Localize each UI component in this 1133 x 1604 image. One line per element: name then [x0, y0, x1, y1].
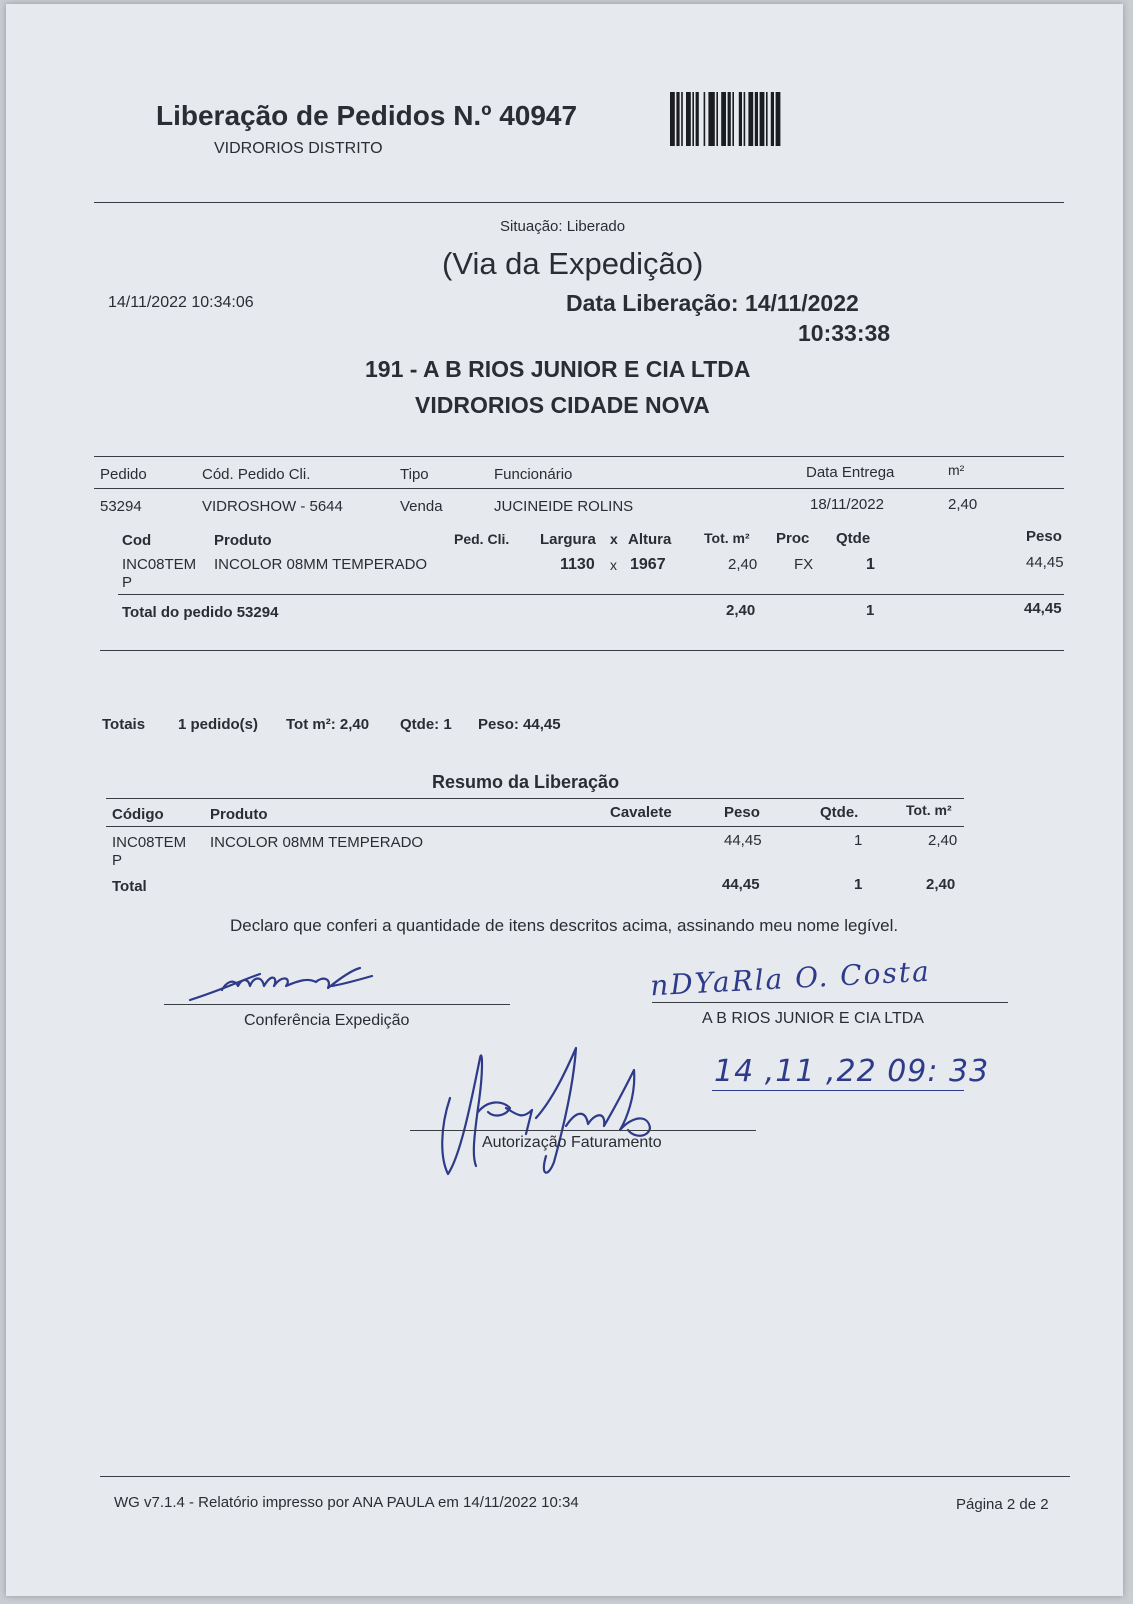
barcode-bar — [728, 92, 731, 146]
handwritten-date: 14 ,11 ,22 09: 33 — [714, 1054, 990, 1089]
col-x: x — [610, 531, 618, 547]
barcode-bar — [704, 92, 706, 146]
col-tot-m2: Tot. m² — [704, 530, 750, 546]
cell-peso: 44,45 — [1026, 554, 1064, 571]
cell-produto: INCOLOR 08MM TEMPERADO — [214, 556, 428, 573]
col-summary-qtde: Qtde. — [820, 804, 859, 821]
autorizacao-signature-line — [410, 1130, 756, 1131]
col-ped-cli: Ped. Cli. — [454, 531, 510, 547]
totals-m2: Tot m²: 2,40 — [286, 716, 370, 733]
barcode-bar — [755, 92, 758, 146]
summary-title: Resumo da Liberação — [432, 772, 620, 792]
cell-funcionario: JUCINEIDE ROLINS — [494, 498, 634, 515]
summary-cell-tot-m2: 2,40 — [928, 832, 958, 849]
order-table-header-rule — [94, 488, 1064, 489]
col-largura: Largura — [540, 531, 596, 548]
conferencia-label: Conferência Expedição — [244, 1012, 410, 1029]
col-pedido: Pedido — [100, 466, 147, 483]
order-table-bottom-rule — [100, 650, 1064, 651]
header-divider — [94, 202, 1064, 203]
summary-cell-codigo-line1: INC08TEM — [112, 834, 187, 851]
col-funcionario: Funcionário — [494, 466, 573, 483]
cell-x: x — [610, 557, 617, 573]
summary-cell-codigo-line2: P — [112, 852, 123, 869]
cell-m2: 2,40 — [948, 496, 978, 513]
barcode-bar — [776, 92, 781, 146]
barcode-bar — [748, 92, 753, 146]
conferencia-signature — [182, 960, 422, 1008]
totals-pedidos: 1 pedido(s) — [178, 716, 259, 733]
customer-signature-line — [652, 1002, 1008, 1003]
summary-top-rule — [106, 798, 964, 799]
col-m2: m² — [948, 462, 965, 478]
barcode-bar — [760, 92, 765, 146]
barcode-bar — [716, 92, 718, 146]
col-altura: Altura — [628, 531, 672, 548]
footer-rule — [100, 1476, 1070, 1477]
order-total-m2: 2,40 — [726, 602, 756, 619]
customer-handwritten-signature: nDYaRla O. Costa — [649, 954, 932, 1003]
totals-qtde: Qtde: 1 — [400, 716, 452, 733]
via-label: (Via da Expedição) — [442, 246, 704, 281]
barcode-bar — [670, 92, 675, 146]
col-summary-peso: Peso — [724, 804, 760, 821]
order-total-qtde: 1 — [866, 602, 875, 619]
cell-altura: 1967 — [630, 556, 666, 573]
totals-peso: Peso: 44,45 — [478, 716, 561, 733]
cell-proc: FX — [794, 556, 814, 573]
issuer-company: VIDRORIOS DISTRITO — [214, 140, 383, 157]
status-text: Situação: Liberado — [500, 218, 626, 235]
summary-total-qtde: 1 — [854, 876, 863, 893]
col-cavalete: Cavalete — [610, 804, 672, 821]
col-tipo: Tipo — [400, 466, 429, 483]
summary-cell-peso: 44,45 — [724, 832, 762, 849]
footer-page-number: Página 2 de 2 — [956, 1496, 1049, 1513]
customer-signature-label: A B RIOS JUNIOR E CIA LTDA — [702, 1010, 924, 1027]
summary-total-label: Total — [112, 878, 147, 895]
autorizacao-signature — [436, 1038, 666, 1178]
col-summary-tot-m2: Tot. m² — [906, 802, 952, 818]
cell-cod-line2: P — [122, 574, 133, 591]
cell-cod-pedido-cli: VIDROSHOW - 5644 — [202, 498, 343, 515]
print-timestamp: 14/11/2022 10:34:06 — [108, 294, 254, 311]
col-cod-pedido-cli: Cód. Pedido Cli. — [202, 466, 311, 483]
release-date: Data Liberação: 14/11/2022 — [566, 290, 859, 316]
col-proc: Proc — [776, 530, 810, 547]
items-total-rule — [118, 594, 1064, 595]
cell-pedido: 53294 — [100, 498, 142, 515]
order-table-top-rule — [94, 456, 1064, 457]
cell-largura: 1130 — [560, 556, 595, 573]
cell-tipo: Venda — [400, 498, 443, 515]
col-peso: Peso — [1026, 528, 1062, 545]
col-produto: Produto — [214, 532, 272, 549]
col-qtde: Qtde — [836, 530, 871, 547]
barcode-bar — [744, 92, 746, 146]
order-total-peso: 44,45 — [1024, 600, 1062, 617]
document-page — [6, 4, 1123, 1596]
col-codigo: Código — [112, 806, 164, 823]
summary-cell-qtde: 1 — [854, 832, 863, 849]
barcode-bar — [686, 92, 691, 146]
document-title: Liberação de Pedidos N.º 40947 — [156, 100, 578, 131]
footer-printed-by: WG v7.1.4 - Relatório impresso por ANA PAULA em 14/11/2022 10:34 — [114, 1494, 579, 1511]
barcode-bar — [732, 92, 734, 146]
cell-qtde: 1 — [866, 556, 875, 573]
cell-tot-m2: 2,40 — [728, 556, 758, 573]
col-cod: Cod — [122, 532, 152, 549]
totals-label: Totais — [102, 716, 146, 733]
customer-store: VIDRORIOS CIDADE NOVA — [415, 392, 710, 418]
barcode-bar — [771, 92, 774, 146]
col-data-entrega: Data Entrega — [806, 464, 895, 481]
declaration-text: Declaro que conferi a quantidade de itens descritos acima, assinando meu nome legível. — [230, 916, 899, 935]
barcode-bar — [692, 92, 694, 146]
handwritten-date-underline — [712, 1090, 964, 1091]
customer-name: 191 - A B RIOS JUNIOR E CIA LTDA — [365, 356, 751, 382]
barcode-bar — [766, 92, 768, 146]
barcode-bar — [708, 92, 714, 146]
col-summary-produto: Produto — [210, 806, 268, 823]
barcode-bar — [721, 92, 726, 146]
barcode-bar — [739, 92, 742, 146]
cell-data-entrega: 18/11/2022 — [810, 496, 884, 513]
autorizacao-label: Autorização Faturamento — [482, 1134, 662, 1151]
barcode-bar — [676, 92, 679, 146]
summary-header-rule — [106, 826, 964, 827]
summary-total-peso: 44,45 — [722, 876, 760, 893]
conferencia-signature-line — [164, 1004, 510, 1005]
release-time: 10:33:38 — [798, 320, 891, 346]
cell-cod-line1: INC08TEM — [122, 556, 197, 573]
barcode-bar — [696, 92, 699, 146]
summary-cell-produto: INCOLOR 08MM TEMPERADO — [210, 834, 424, 851]
summary-total-tot-m2: 2,40 — [926, 876, 956, 893]
order-total-label: Total do pedido 53294 — [122, 604, 279, 621]
barcode-bar — [681, 92, 683, 146]
barcode — [670, 92, 846, 146]
